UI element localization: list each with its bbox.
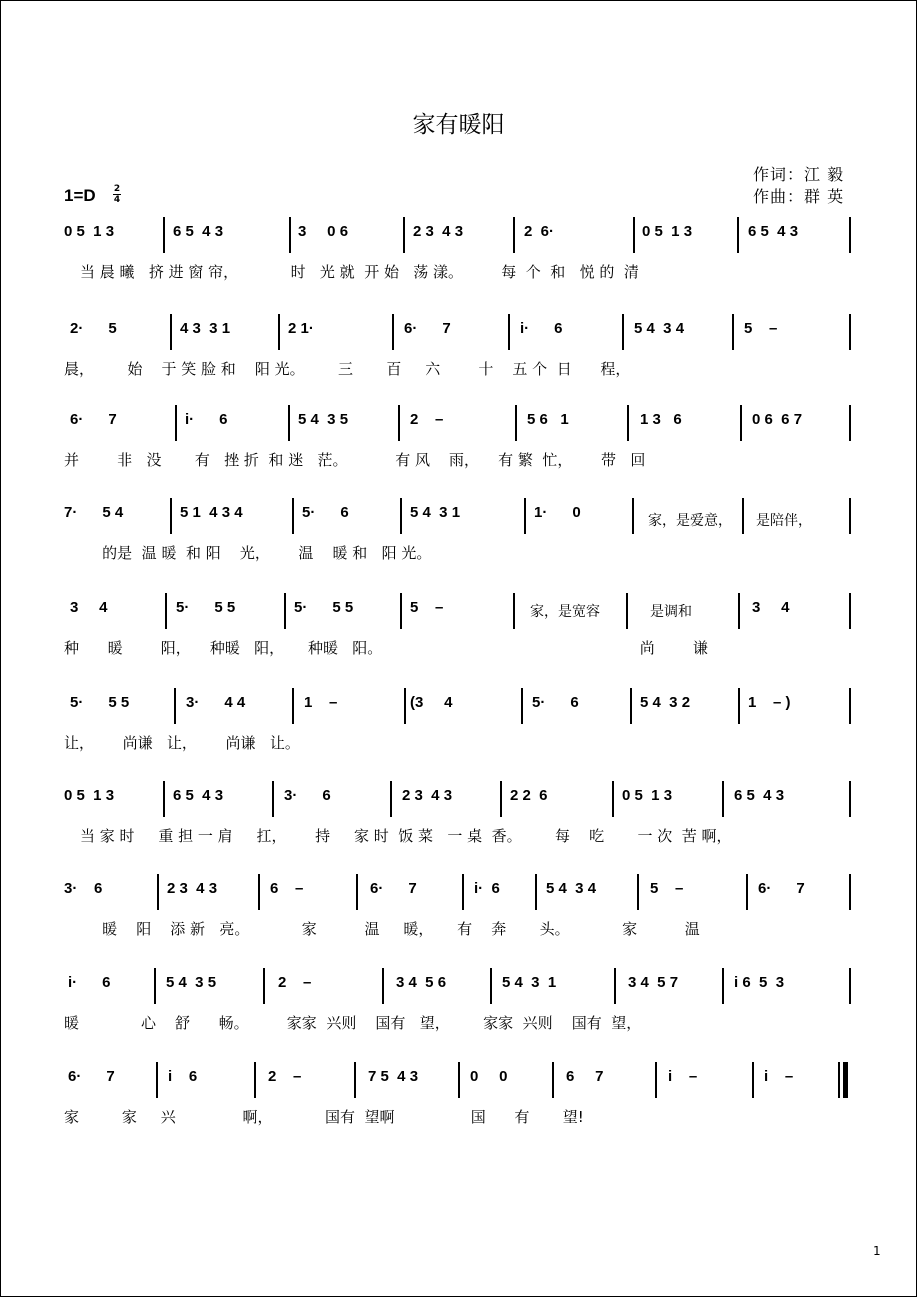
lyric-line: 当 家 时 重 担 一 肩 扛， 持 家 时 饭 菜 一 桌 香。 每 吃 一 次 苦 啊， [80, 827, 732, 845]
barline [552, 1062, 554, 1098]
measure-notes: 2· 5 [70, 320, 117, 337]
barline [278, 314, 280, 350]
barline [163, 217, 165, 253]
measure-notes: 3 4 [70, 599, 108, 616]
barline [263, 968, 265, 1004]
barline [742, 498, 744, 534]
measure-notes: 6· 7 [70, 411, 117, 428]
music-system [0, 781, 917, 851]
measure-notes: 5 6 1 [527, 411, 569, 428]
measure-notes: i· 6 [185, 411, 228, 428]
barline [284, 593, 286, 629]
barline [458, 1062, 460, 1098]
barline [390, 781, 392, 817]
key-signature: 1=D [64, 186, 96, 205]
measure-notes: 5 – [744, 320, 778, 337]
measure-notes: 5 4 3 2 [640, 694, 691, 711]
barline [170, 314, 172, 350]
barline [849, 314, 851, 350]
barline [157, 874, 159, 910]
measure-notes: 0 5 1 3 [64, 223, 115, 240]
lyric-line: 家 家 兴 啊， 国有 望啊 国 有 望! [64, 1108, 584, 1126]
lyric-line: 晨， 始 于 笑 脸 和 阳 光。 三 百 六 十 五 个 日 程， [64, 360, 631, 378]
side-lyric: 家，是宽容 [530, 604, 600, 620]
measure-notes: 6· 7 [404, 320, 451, 337]
measure-notes: 3 4 [752, 599, 790, 616]
barline [513, 593, 515, 629]
barline [513, 217, 515, 253]
measure-notes: 6· 7 [370, 880, 417, 897]
measure-notes: 1 3 6 [640, 411, 682, 428]
measure-notes: 2 3 4 3 [413, 223, 464, 240]
side-lyric: 是陪伴， [756, 513, 812, 529]
measure-notes: 0 6 6 7 [752, 411, 803, 428]
measure-notes: 3· 4 4 [186, 694, 246, 711]
barline [400, 498, 402, 534]
barline [254, 1062, 256, 1098]
barline [722, 968, 724, 1004]
measure-notes: 5· 6 [302, 504, 349, 521]
barline [292, 688, 294, 724]
barline [849, 781, 851, 817]
measure-notes: 2 3 4 3 [167, 880, 218, 897]
barline [292, 498, 294, 534]
barline [722, 781, 724, 817]
measure-notes: 6 7 [566, 1068, 604, 1085]
measure-notes: 5· 5 5 [176, 599, 236, 616]
barline [849, 498, 851, 534]
barline [738, 593, 740, 629]
barline [737, 217, 739, 253]
measure-notes: 2 – [268, 1068, 302, 1085]
barline [612, 781, 614, 817]
barline [490, 968, 492, 1004]
music-system [0, 593, 917, 663]
final-barline-thin [838, 1062, 840, 1098]
music-system [0, 874, 917, 944]
measure-notes: 5 4 3 4 [546, 880, 597, 897]
barline [614, 968, 616, 1004]
measure-notes: 2 – [410, 411, 444, 428]
measure-notes: 5 – [410, 599, 444, 616]
side-lyric: 家，是爱意， [648, 513, 732, 529]
barline [356, 874, 358, 910]
barline [508, 314, 510, 350]
barline [500, 781, 502, 817]
measure-notes: 5· 5 5 [70, 694, 130, 711]
measure-notes: i – [764, 1068, 794, 1085]
lyric-line: 并 非 没 有 挫 折 和 迷 茫。 有 风 雨， 有 繁 忙， 带 回 [64, 451, 646, 469]
barline [174, 688, 176, 724]
lyric-line: 暖 心 舒 畅。 家家 兴则 国有 望， 家家 兴则 国有 望， [64, 1014, 642, 1032]
measure-notes: 4 3 3 1 [180, 320, 231, 337]
measure-notes: i – [668, 1068, 698, 1085]
barline [637, 874, 639, 910]
measure-notes: (3 4 [410, 694, 453, 711]
music-system [0, 217, 917, 287]
barline [392, 314, 394, 350]
barline [404, 688, 406, 724]
measure-notes: 1 – [304, 694, 338, 711]
lyric-line: 当 晨 曦 挤 进 窗 帘， 时 光 就 开 始 荡 漾。 每 个 和 悦 的 清 [80, 263, 639, 281]
measure-notes: 0 5 1 3 [622, 787, 673, 804]
barline [849, 688, 851, 724]
measure-notes: i 6 5 3 [734, 974, 785, 991]
time-signature-top: 2 [113, 184, 121, 194]
barline [849, 217, 851, 253]
music-system [0, 688, 917, 758]
barline [524, 498, 526, 534]
measure-notes: 1· 0 [534, 504, 581, 521]
measure-notes: 2 6· [524, 223, 555, 240]
barline [156, 1062, 158, 1098]
measure-notes: 0 5 1 3 [64, 787, 115, 804]
measure-notes: 0 0 [470, 1068, 508, 1085]
barline [632, 498, 634, 534]
measure-notes: 5· 6 [532, 694, 579, 711]
lyric-line: 暖 阳 添 新 亮。 家 温 暖， 有 奔 头。 家 温 [64, 920, 700, 938]
measure-notes: 7 5 4 3 [368, 1068, 419, 1085]
measure-notes: 7· 5 4 [64, 504, 124, 521]
measure-notes: 3· 6 [284, 787, 331, 804]
measure-notes: 0 5 1 3 [642, 223, 693, 240]
barline [400, 593, 402, 629]
page-number: 1 [873, 1244, 881, 1258]
music-system [0, 968, 917, 1038]
measure-notes: 5· 5 5 [294, 599, 354, 616]
barline [849, 593, 851, 629]
barline [738, 688, 740, 724]
music-system [0, 314, 917, 384]
measure-notes: 5 4 3 5 [166, 974, 217, 991]
final-barline-thick [843, 1062, 848, 1098]
measure-notes: i· 6 [520, 320, 563, 337]
barline [354, 1062, 356, 1098]
music-system [0, 1062, 917, 1132]
measure-notes: 3 0 6 [298, 223, 349, 240]
music-system [0, 405, 917, 475]
side-lyric: 是调和 [650, 604, 692, 620]
barline [849, 968, 851, 1004]
lyric-line: 的是 温 暖 和 阳 光， 温 暖 和 阳 光。 [64, 544, 432, 562]
composer-credit: 作曲：群 英 [753, 187, 845, 206]
measure-notes: 6 5 4 3 [734, 787, 785, 804]
barline [398, 405, 400, 441]
lyric-line: 让， 尚谦 让， 尚谦 让。 [64, 734, 300, 752]
barline [165, 593, 167, 629]
measure-notes: 5 4 3 5 [298, 411, 349, 428]
barline [740, 405, 742, 441]
lyricist-credit: 作词：江 毅 [753, 165, 845, 184]
barline [521, 688, 523, 724]
barline [535, 874, 537, 910]
measure-notes: 2 3 4 3 [402, 787, 453, 804]
measure-notes: 1 – ) [748, 694, 791, 711]
barline [175, 405, 177, 441]
measure-notes: i· 6 [474, 880, 500, 897]
barline [849, 874, 851, 910]
measure-notes: 6· 7 [758, 880, 805, 897]
barline [163, 781, 165, 817]
time-signature-bottom: 4 [113, 195, 121, 205]
measure-notes: 6 – [270, 880, 304, 897]
measure-notes: 6 5 4 3 [748, 223, 799, 240]
barline [732, 314, 734, 350]
lyric-line: 种 暖 阳， 种暖 阳， 种暖 阳。 尚 谦 [64, 639, 708, 657]
measure-notes: 5 1 4 3 4 [180, 504, 243, 521]
barline [746, 874, 748, 910]
barline [626, 593, 628, 629]
measure-notes: i 6 [168, 1068, 198, 1085]
music-system [0, 498, 917, 568]
measure-notes: 5 4 3 1 [410, 504, 461, 521]
barline [752, 1062, 754, 1098]
barline [630, 688, 632, 724]
barline [289, 217, 291, 253]
measure-notes: i· 6 [68, 974, 111, 991]
barline [622, 314, 624, 350]
measure-notes: 2 2 6 [510, 787, 548, 804]
measure-notes: 2 – [278, 974, 312, 991]
measure-notes: 3· 6 [64, 880, 103, 897]
measure-notes: 6 5 4 3 [173, 223, 224, 240]
barline [655, 1062, 657, 1098]
time-signature [113, 184, 121, 205]
measure-notes: 5 4 3 4 [634, 320, 685, 337]
measure-notes: 5 4 3 1 [502, 974, 557, 991]
barline [258, 874, 260, 910]
measure-notes: 3 4 5 7 [628, 974, 679, 991]
barline [849, 405, 851, 441]
barline [627, 405, 629, 441]
song-title: 家有暖阳 [412, 112, 505, 138]
barline [633, 217, 635, 253]
barline [272, 781, 274, 817]
barline [382, 968, 384, 1004]
barline [154, 968, 156, 1004]
barline [462, 874, 464, 910]
barline [288, 405, 290, 441]
measure-notes: 6· 7 [68, 1068, 115, 1085]
measure-notes: 6 5 4 3 [173, 787, 224, 804]
measure-notes: 5 – [650, 880, 684, 897]
barline [170, 498, 172, 534]
measure-notes: 2 1· [288, 320, 314, 337]
barline [515, 405, 517, 441]
barline [403, 217, 405, 253]
measure-notes: 3 4 5 6 [396, 974, 447, 991]
